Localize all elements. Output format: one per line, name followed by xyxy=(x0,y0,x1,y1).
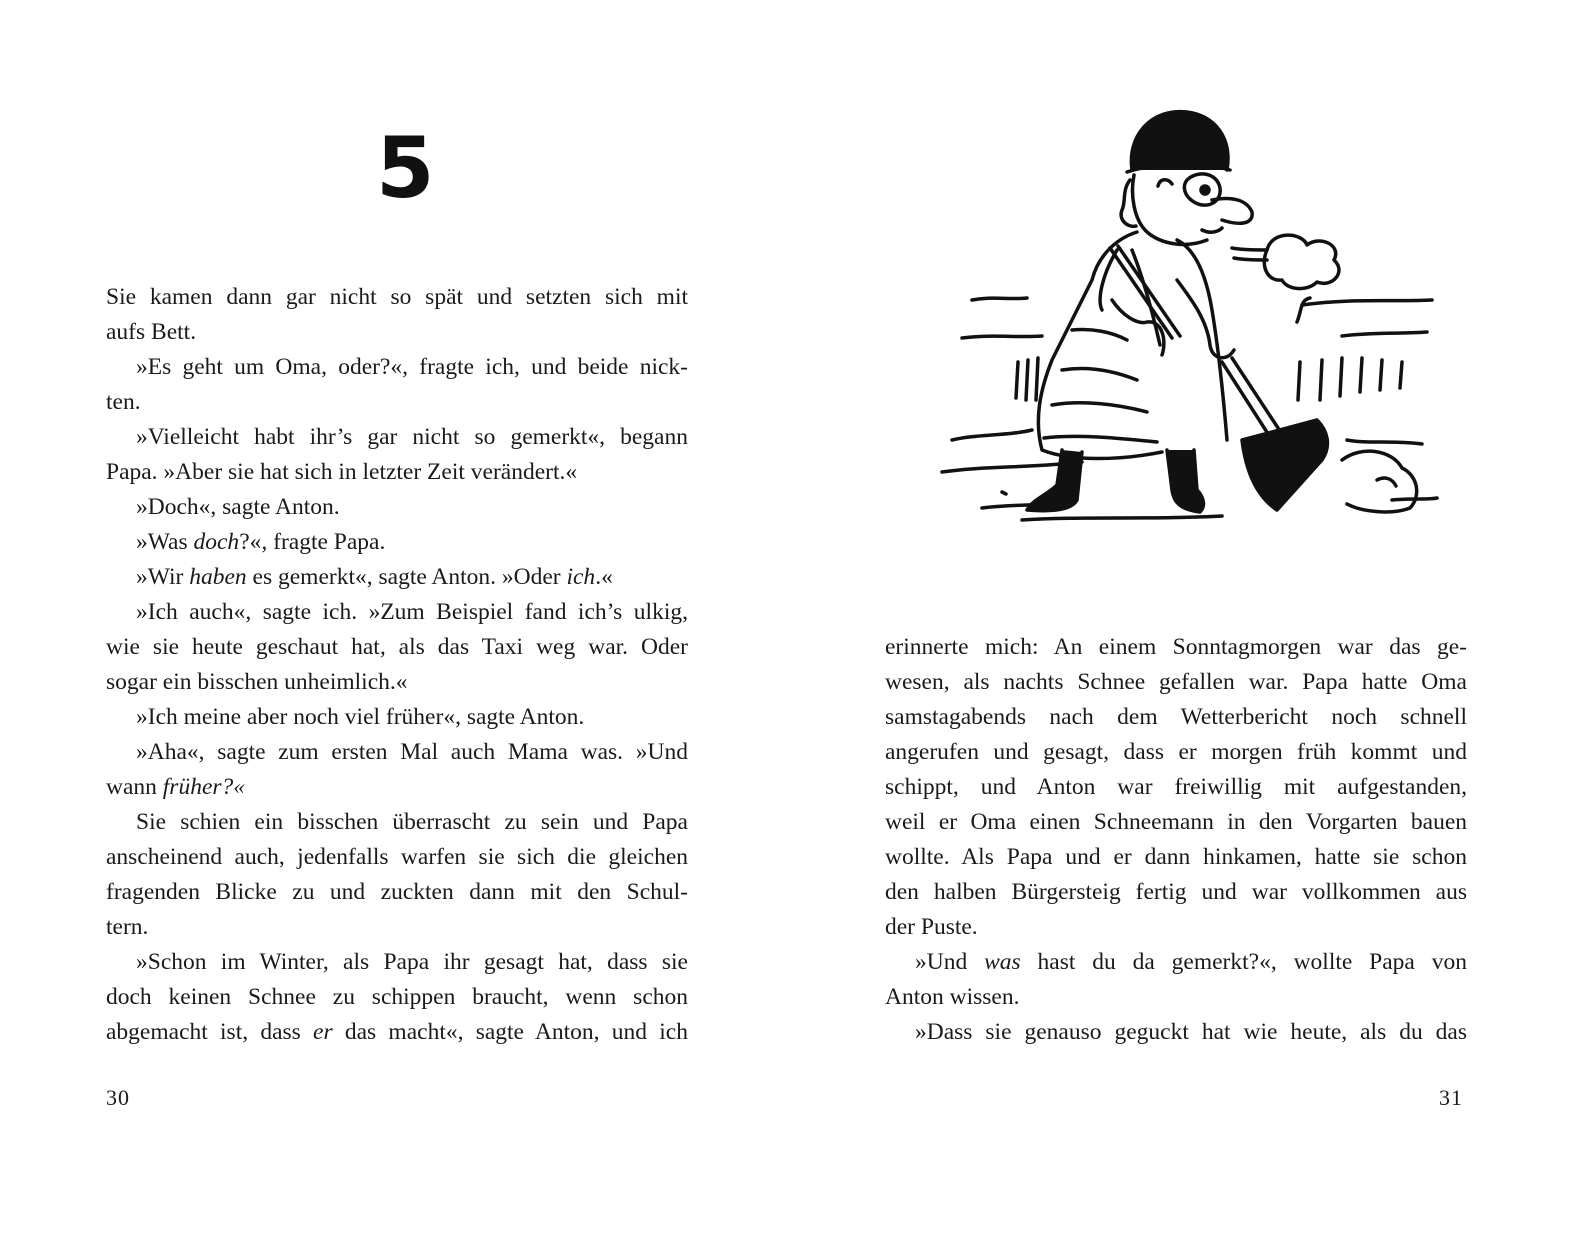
page-number-right: 31 xyxy=(1439,1085,1463,1110)
text-line: »Vielleicht habt ihr’s gar nicht so gemerkt«, begann xyxy=(136,424,688,450)
italic-emphasis: haben xyxy=(189,564,247,590)
text-line: fragenden Blicke zu und zuckten dann mit den Schul- xyxy=(106,879,688,905)
text-line: »Aha«, sagte zum ersten Mal auch Mama was. »Und xyxy=(136,739,688,765)
grandmother-shoveling-snow-illustration xyxy=(922,100,1442,540)
text-line: »Was doch?«, fragte Papa. xyxy=(136,529,386,555)
text-line: den halben Bürgersteig fertig und war vollkommen aus xyxy=(885,879,1467,905)
text-line: »Ich auch«, sagte ich. »Zum Beispiel fand ich’s ulkig, xyxy=(136,599,688,625)
italic-emphasis: doch xyxy=(193,529,240,555)
text-line: »Ich meine aber noch viel früher«, sagte Anton. xyxy=(136,704,585,730)
text-line: Papa. »Aber sie hat sich in letzter Zeit verändert.« xyxy=(106,459,578,485)
text-line: ten. xyxy=(106,389,141,415)
left-page-text xyxy=(106,280,688,1050)
text-line: tern. xyxy=(106,914,149,940)
text-line: »Schon im Winter, als Papa ihr gesagt hat, dass sie xyxy=(136,949,688,975)
text-line: »Und was hast du da gemerkt?«, wollte Papa von xyxy=(915,949,1467,975)
italic-emphasis: früher?« xyxy=(156,774,246,800)
text-line: »Dass sie genauso geguckt hat wie heute, als du das xyxy=(915,1019,1467,1045)
italic-emphasis: ich xyxy=(566,564,596,590)
text-line: Anton wissen. xyxy=(885,984,1020,1010)
text-line: wesen, als nachts Schnee gefallen war. Papa hatte Oma xyxy=(885,669,1467,695)
text-line: »Es geht um Oma, oder?«, fragte ich, und beide nick- xyxy=(136,354,688,380)
text-line: wie sie heute geschaut hat, als das Taxi weg war. Oder xyxy=(106,634,688,660)
text-line: wann früher?« xyxy=(106,774,246,800)
text-line: abgemacht ist, dass er das macht«, sagte Anton, und ich xyxy=(106,1019,688,1045)
text-line: Sie kamen dann gar nicht so spät und setzten sich mit xyxy=(106,284,688,310)
text-line: »Doch«, sagte Anton. xyxy=(136,494,340,520)
page-number-left: 30 xyxy=(106,1085,130,1110)
text-line: doch keinen Schnee zu schippen braucht, wenn schon xyxy=(106,984,688,1010)
text-line: erinnerte mich: An einem Sonntagmorgen war das ge- xyxy=(885,634,1467,660)
text-line: wollte. Als Papa und er dann hinkamen, hatte sie schon xyxy=(885,844,1467,870)
text-line: Sie schien ein bisschen überrascht zu sein und Papa xyxy=(136,809,688,835)
right-page-text xyxy=(885,630,1467,1050)
text-line: der Puste. xyxy=(885,914,978,940)
text-line: aufs Bett. xyxy=(106,319,197,345)
text-line: schippt, und Anton war freiwillig mit aufgestanden, xyxy=(885,774,1467,800)
italic-emphasis: was xyxy=(984,949,1021,975)
right-page xyxy=(797,0,1594,1240)
text-line: sogar ein bisschen unheimlich.« xyxy=(106,669,408,695)
text-line: anscheinend auch, jedenfalls warfen sie sich die gleichen xyxy=(106,844,688,870)
italic-emphasis: er xyxy=(313,1019,333,1045)
text-line: weil er Oma einen Schneemann in den Vorgarten bauen xyxy=(885,809,1467,835)
chapter-number: 5 xyxy=(376,119,435,217)
text-line: samstagabends nach dem Wetterbericht noch schnell xyxy=(885,704,1467,730)
text-line: angerufen und gesagt, dass er morgen früh kommt und xyxy=(885,739,1467,765)
text-line: »Wir haben es gemerkt«, sagte Anton. »Oder ich.« xyxy=(136,564,613,590)
